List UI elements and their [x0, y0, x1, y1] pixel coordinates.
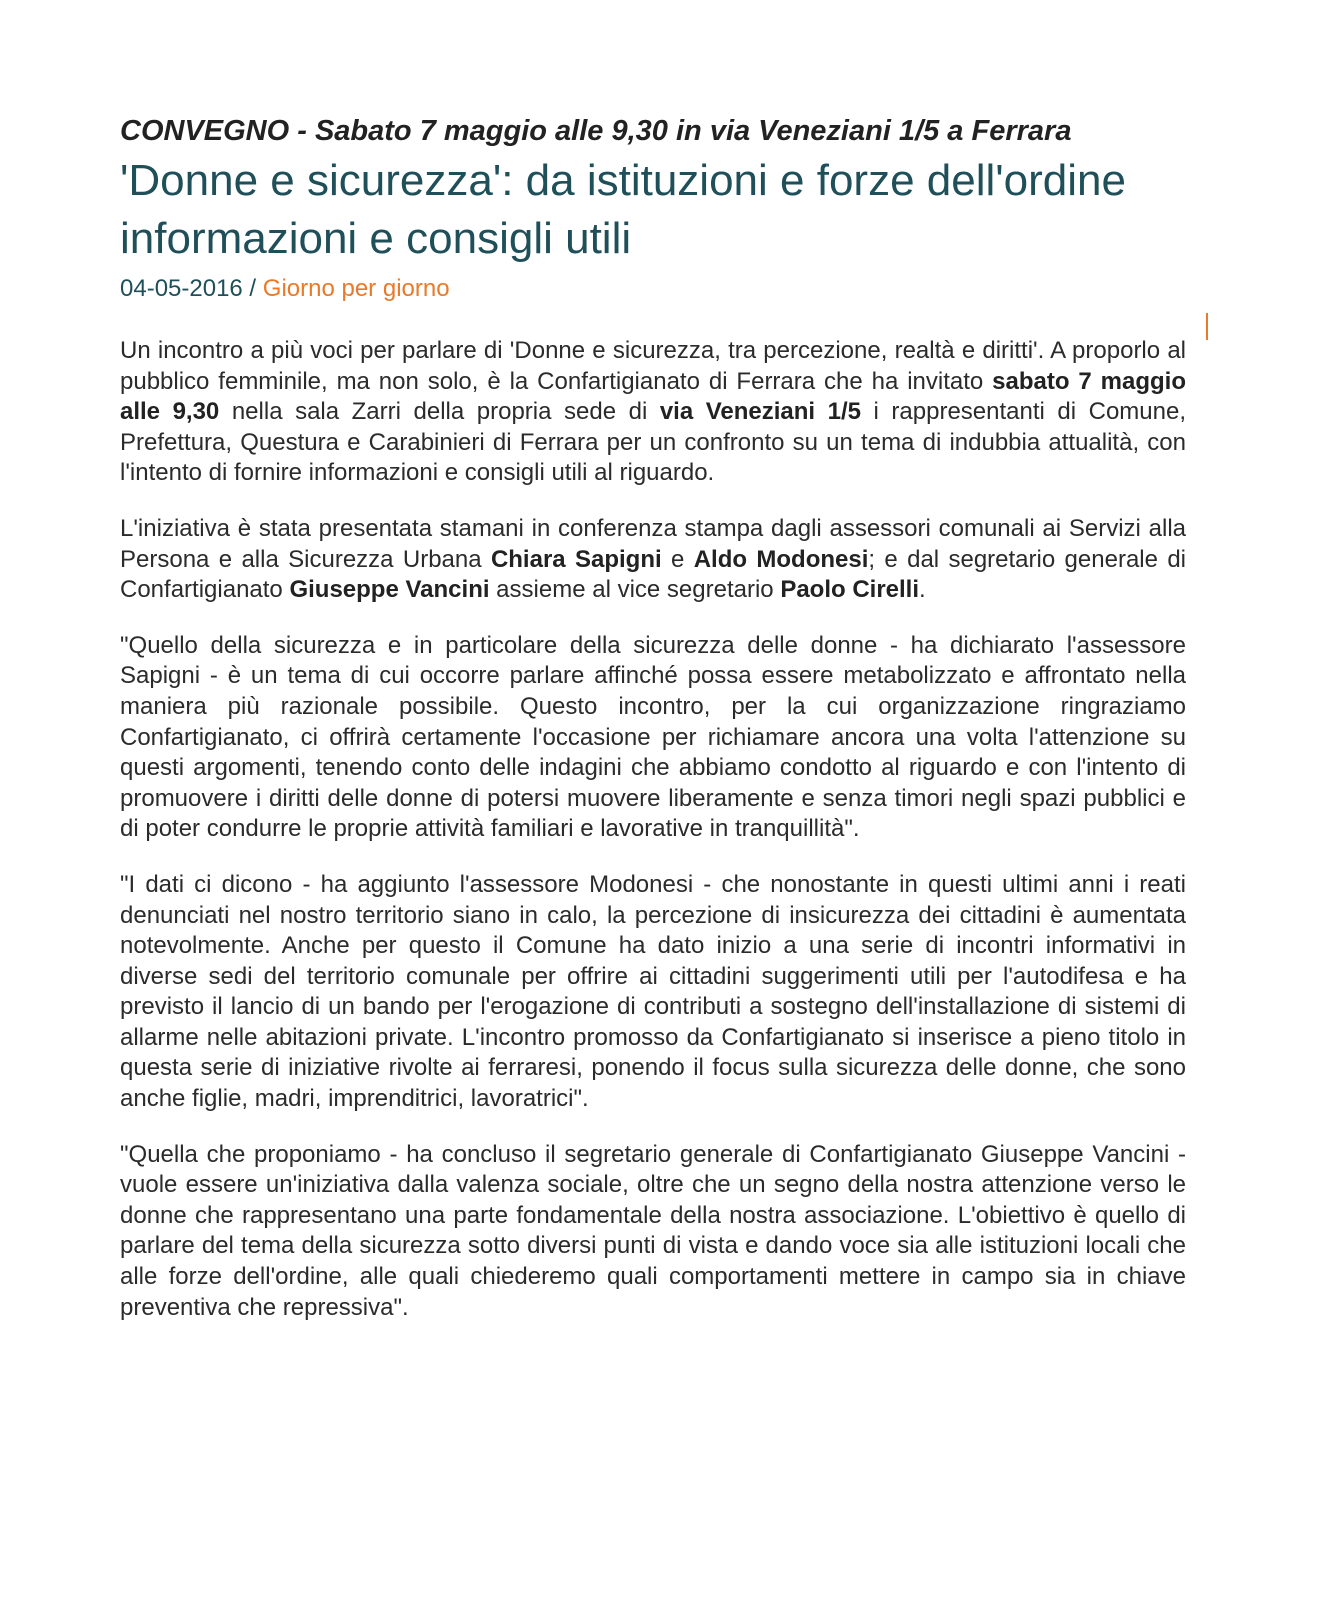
article-title: 'Donne e sicurezza': da istituzioni e forze dell'ordine informazioni e consigli utili — [120, 156, 1126, 263]
article-body — [120, 336, 1186, 1323]
article-kicker: CONVEGNO - Sabato 7 maggio alle 9,30 in via Veneziani 1/5 a Ferrara — [120, 115, 1072, 147]
bold-name: Paolo Cirelli — [780, 576, 920, 604]
paragraph-quote-vancini: "Quella che proponiamo - ha concluso il segretario generale di Confartigianato Giuseppe Vancini - vuole essere un'iniziativa dalla valenza sociale, oltre che un segno della nostra attenzione verso le donne che rappresentano una parte fondamentale della nostra associazione. L'obiettivo è quello di parlare del tema della sicurezza sotto diversi punti di vista e dando voce sia alle istituzioni locali che alle forze dell'ordine, alle quali chiederemo quali comportamenti mettere in campo sia in chiave preventiva che repressiva". — [120, 1140, 1186, 1321]
bold-date: sabato 7 maggio alle 9,30 — [120, 367, 1186, 426]
meta-separator: / — [242, 275, 263, 302]
article-date: 04-05-2016 — [120, 275, 243, 302]
section-link[interactable]: Giorno per giorno — [262, 275, 450, 302]
paragraph-quote-modonesi: "I dati ci dicono - ha aggiunto l'assessore Modonesi - che nonostante in questi ultimi anni i reati denunciati nel nostro territorio siano in calo, la percezione di insicurezza dei cittadini è aumentata notevolmente. Anche per questo il Comune ha dato inizio a una serie di incontri informativi in diverse sedi del territorio comunale per offrire ai cittadini suggerimenti utili per l'autodifesa e ha previsto il lancio di un bando per l'erogazione di contributi a sostegno dell'installazione di sistemi di allarme nelle abitazioni private. L'incontro promosso da Confartigianato si inserisce a pieno titolo in questa serie di iniziative rivolte ai ferraresi, ponendo il focus sulla sicurezza delle donne, che sono anche figlie, madri, imprenditrici, lavoratrici". — [120, 870, 1186, 1113]
bold-name: Aldo Modonesi — [693, 545, 869, 573]
orange-marker — [1206, 313, 1208, 340]
article — [120, 112, 1186, 1348]
paragraph-quote-sapigni: "Quello della sicurezza e in particolare della sicurezza delle donne - ha dichiarato l'assessore Sapigni - è un tema di cui occorre parlare affinché possa essere metabolizzato e affrontato nella maniera più razionale possibile. Questo incontro, per la cui organizzazione ringraziamo Confartigianato, ci offrirà certamente l'occasione per richiamare ancora una volta l'attenzione su questi argomenti, tenendo conto delle indagini che abbiamo condotto al riguardo e con l'intento di promuovere i diritti delle donne di potersi muovere liberamente e senza timori negli spazi pubblici e di poter condurre le proprie attività familiari e lavorative in tranquillità". — [120, 631, 1186, 843]
bold-name: Chiara Sapigni — [490, 545, 662, 573]
paragraph-intro: Un incontro a più voci per parlare di 'Donne e sicurezza, tra percezione, realtà e diritti'. A proporlo al pubblico femminile, ma non solo, è la Confartigianato di Ferrara che ha invitato sabato 7 maggio alle 9,30 nella sala Zarri della propria sede di via Veneziani 1/5 i rappresentanti di Comune, Prefettura, Questura e Carabinieri di Ferrara per un confronto su un tema di indubbia attualità, con l'intento di fornire informazioni e consigli utili al riguardo. — [120, 337, 1187, 487]
bold-name: Giuseppe Vancini — [289, 576, 490, 604]
article-meta — [120, 274, 1186, 304]
bold-address: via Veneziani 1/5 — [659, 398, 862, 426]
paragraph-presentation: L'iniziativa è stata presentata stamani in conferenza stampa dagli assessori comunali ai Servizi alla Persona e alla Sicurezza Urbana Chiara Sapigni e Aldo Modonesi; e dal segretario generale di Confartigianato Giuseppe Vancini assieme al vice segretario Paolo Cirelli. — [120, 514, 1186, 604]
